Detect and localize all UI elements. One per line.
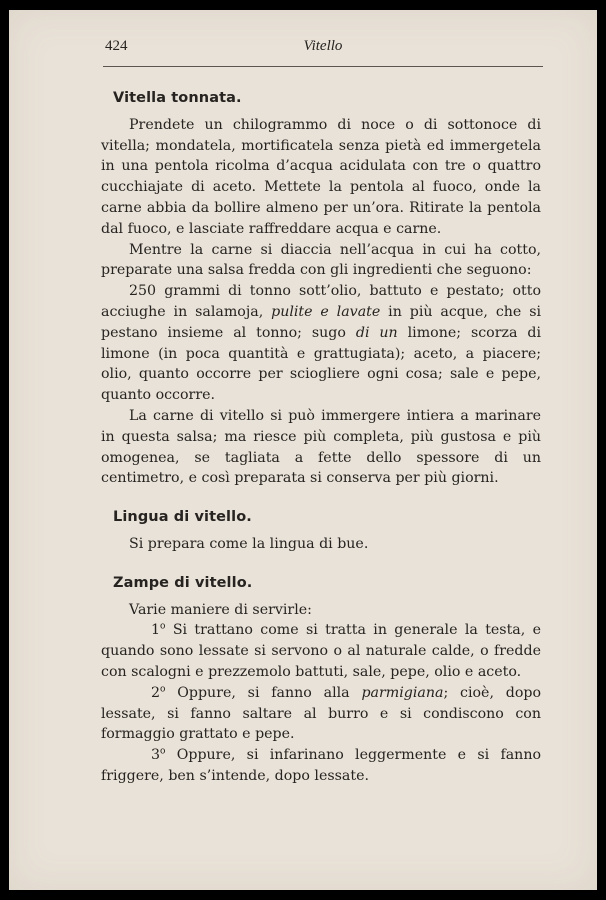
paragraph-ingredients (101, 281, 541, 406)
list-item (101, 620, 541, 682)
page-content (101, 88, 541, 787)
ordinal-mark: o (160, 746, 166, 757)
book-page (9, 10, 597, 890)
item-number: 3 (151, 747, 161, 764)
section-title-zampe: Zampe di vitello. (113, 574, 253, 591)
item-number: 1 (151, 622, 161, 639)
item-number: 2 (151, 684, 161, 701)
italic-text: pulite e lavate (271, 303, 381, 320)
running-title: Vitello (303, 38, 343, 54)
text-span: 250 grammi di tonno sott’olio, battuto e pestato; otto acciughe in salamoja, (101, 283, 541, 320)
text-span: Si trattano come si tratta in generale la testa, e quando sono lessate si servono o al naturale calde, o fredde con scalogni e prezzemolo battuti, sale, pepe, olio e aceto. (101, 622, 541, 680)
section-title-vitella-tonnata: Vitella tonnata. (113, 90, 242, 106)
text-span: in più acque, che si pestano insieme al tonno; sugo (101, 303, 542, 341)
text-span: Oppure, si infarinano leggermente e si fanno friggere, ben s’intende, dopo lessate. (101, 747, 542, 784)
text-span: Oppure, si fanno alla (177, 684, 350, 701)
italic-text: parmigiana (361, 684, 444, 701)
paragraph: La carne di vitello si può immergere intiera a marinare in questa salsa; ma riesce più completa, più gustosa e più omogenea, se tagliata a fette dello spessore di un centimetro, e così preparata si conserva per più giorni. (101, 407, 541, 487)
paragraph: Mentre la carne si diaccia nell’acqua in cui ha cotto, preparate una salsa fredda con gli ingredienti che seguono: (101, 241, 541, 279)
header-rule (103, 66, 543, 67)
italic-text: di un (355, 324, 398, 341)
paragraph: Varie maniere di servirle: (129, 601, 312, 618)
list-item (101, 683, 541, 745)
ordinal-mark: o (160, 683, 166, 694)
paragraph: Prendete un chilogrammo di noce o di sottonoce di vitella; mondatela, mortificatela senza pietà ed immergetela in una pentola ricolma d’acqua acidulata con tre o quattro cucchiajate di aceto. Mettete la pentola al fuoco, onde la carne abbia da bollire almeno per un’ora. Ritirate la pentola dal fuoco, e lasciate raffreddare acqua e carne. (101, 116, 541, 237)
section-title-lingua: Lingua di vitello. (113, 509, 252, 526)
page-number: 424 (105, 38, 128, 54)
ordinal-mark: o (160, 621, 166, 632)
text-span: limone; scorza di limone (in poca quantità e grattugiata); aceto, a piacere; olio, quanto occorre per sciogliere ogni cosa; sale e pepe, quanto occorre. (101, 324, 541, 404)
text-span: ; cioè, dopo lessate, si fanno saltare al burro e si condiscono con formaggio grattato e pepe. (101, 684, 541, 743)
list-item (101, 745, 541, 787)
paragraph: Si prepara come la lingua di bue. (129, 535, 369, 552)
